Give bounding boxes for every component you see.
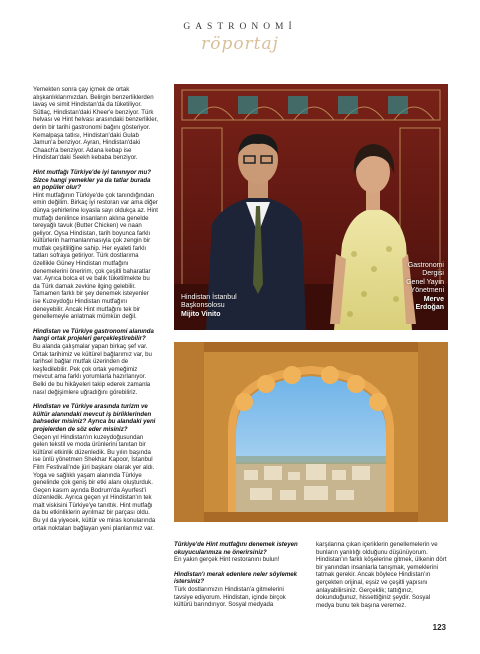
section-subtitle: röportaj	[201, 34, 279, 54]
caption-line: Yönetmeni	[410, 287, 444, 295]
paragraph: Türk dostlarımızın Hindistan'a gitmelerini tavsiye ediyorum. Hindistan, içinde birçok kültürü barındırıyor. Sosyal medyada	[174, 585, 286, 609]
question: Hindistan ve Türkiye arasında turizm ve kültür alanındaki mevcut iş birliklerinden bahseder misiniz? Ayrıca bu alandaki yeni projelerden de söz eder misiniz?	[33, 403, 156, 433]
caption-name: Mijito Vinito	[181, 310, 221, 318]
text-column-bottom-right	[316, 541, 448, 609]
caption-line: Dergisi	[422, 270, 444, 278]
page-header	[0, 22, 480, 54]
caption-name: Erdoğan	[415, 304, 444, 312]
question: Hindistan ve Türkiye gastronomi alanında hangi ortak projeleri gerçekleştirebilir?	[33, 327, 154, 343]
caption-editor	[406, 262, 444, 312]
arch-view-photo	[174, 342, 448, 522]
question: Türkiye'de Hint mutfağını denemek isteyen okuyucularımıza ne önerirsiniz?	[174, 541, 298, 556]
caption-line: Gastronomi	[407, 262, 444, 269]
caption-name: Merve	[423, 295, 444, 303]
paragraph: Bu alanda çalışmalar yapan birkaç şef var. Ortak tarihimiz ve kültürel bağlarımız var, bu tarihsel bağlar mutfak üzerinden de keşfedilebilir. Pek çok ortak yemeğimiz mevcut ama farklı yorumlarla hazırlanıyor. Belki de bu hikâyeleri takip ederek zamanla nasıl değişimlere uğradığını görebiliriz.	[33, 343, 152, 396]
section-title: GASTRONOMİ	[183, 22, 297, 32]
arch-illustration	[174, 342, 448, 522]
caption-line: Genel Yayın	[406, 278, 444, 286]
question: Hindistan'ı merak edenlere neler söylemek istersiniz?	[174, 570, 298, 586]
caption-consul	[181, 294, 237, 319]
paragraph: Yemekten sonra çay içmek de ortak alışkanlıklarımızdan. Belirgin benzerliklerden lavaş ve simit Hindistan'da da tüketiliyor. Sütlaç, Hindistan'daki Kheer'e benziyor. Türk helvası ve Hint helvası arasındaki benzerlikler, derin bir tarihi gastronomi bağını gösteriyor. Kemalpaşa tatlısı, Hindistan'daki Gulab Jamun'a benziyor. Ayran, Hindistan'daki Chaach'a benziyor. Adana kebap ise Hindistan'daki Seekh kebaba benziyor.	[33, 86, 158, 162]
text-column-bottom-left	[174, 541, 304, 609]
paragraph: En yakın gerçek Hint restoranını bulun!	[174, 556, 280, 564]
paragraph: Hint mutfağının Türkiye'de çok tanındığından emin değilim. Birkaç iyi restoran var ama diğer dünya şehirlerine kıyasla sayı oldukça az. Hint mutfağı denilince insanların aklına genelde tereyağlı tavuk (Butter Chicken) ve naan geliyor. Oysa Hindistan, tarih boyunca farklı kültürlerin harmanlanmasıyla çok zengin bir mutfak çeşitliliğine sahip. Her eyaleti farklı tatları sofraya getiriyor. Türk dostlarıma özellikle Güney Hindistan mutfağını denemelerini öneririm, çok çeşitli baharatlar var. Ayrıca bolca et ve balık tüketilmekte bu da Türk damak zevkine ilging gelebilir. Tamamen farklı bir şey denemek isteyenler ise Kuzeydoğu Hindistan mutfağını deneyebilir. Ancak Hint mutfağını tek bir genellemeyle anlatmak mümkün değil.	[33, 191, 158, 321]
caption-line: Hindistan İstanbul	[181, 294, 237, 301]
paragraph: karşılarına çıkan içeriklerin genellemelerin ve bunların yanlılığı olduğunu düşünüyorum. Hindistan'ın farklı köşelerine gitmek, ülkenin dört bir yanından insanlarla tanışmak, yemeklerini tatmak gerekir. Ancak böylece Hindistan'ın gerçekten orijinal, eşsiz ve çeşitli yapısını anlayabilirsiniz. Gerçeklik; tattığınız, dokunduğunuz, hissettiğiniz şeydir. Sosyal medya bunu tek başına veremez.	[316, 541, 447, 609]
page-number: 123	[432, 623, 446, 632]
caption-line: Başkonsolosu	[181, 302, 225, 310]
paragraph: Geçen yıl Hindistan'ın kuzeydoğusundan gelen tekstil ve moda ürünlerini tanıtan bir kültürel etkinlik düzenledik. Bu yılın başında ise ünlü yönetmen Shekhar Kapoor, İstanbul Film Festivali'nde jüri başkanı olarak yer aldı. Yoga ve sağlıklı yaşam alanında Türkiye genelinde çok geniş bir etki alanı oluşturduk. Geçen kasım ayında Bodrum'da Ayurfest'i düzenledik. Ayrıca geçen yıl Hindistan'ın tek malt viskisini Türkiye'ye tanıttık. Hint mutfağı da bu etkinliklerin ayrılmaz bir parçası oldu. Bu yıl da yiyecek, kültür ve miras konularında ortak noktaları bağlayan yeni planlarımız var.	[33, 433, 156, 532]
text-column-left	[33, 86, 158, 539]
question: Hint mutfağı Türkiye'de iyi tanınıyor mu? Sizce hangi yemekler ya da tatlar burada en popüler olur?	[33, 168, 151, 192]
